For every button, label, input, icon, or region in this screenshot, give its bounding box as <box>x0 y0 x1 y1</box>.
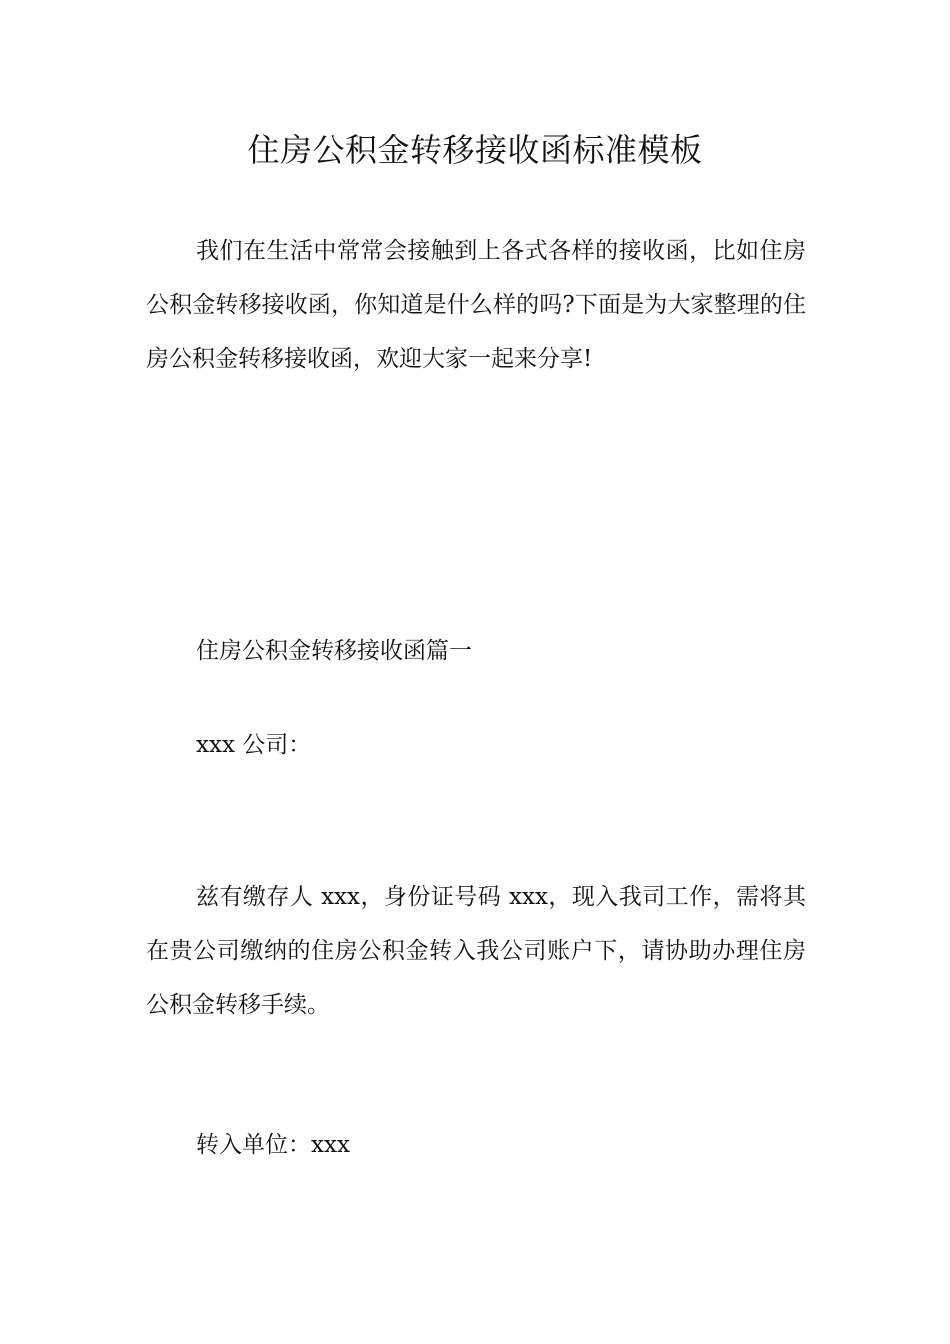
salutation-line: xxx 公司： <box>196 732 312 758</box>
transfer-unit-line: 转入单位：xxx <box>196 1132 350 1158</box>
section-heading: 住房公积金转移接收函篇一 <box>196 638 472 664</box>
document-title: 住房公积金转移接收函标准模板 <box>247 131 703 169</box>
body-paragraph: 兹有缴存人 xxx，身份证号码 xxx，现入我司工作，需将其在贵公司缴纳的住房公积金转入我公司账户下，请协助办理住房公积金转移手续。 <box>146 884 806 1018</box>
intro-paragraph: 我们在生活中常常会接触到上各式各样的接收函，比如住房公积金转移接收函，你知道是什么样的吗?下面是为大家整理的住房公积金转移接收函，欢迎大家一起来分享! <box>146 238 806 372</box>
